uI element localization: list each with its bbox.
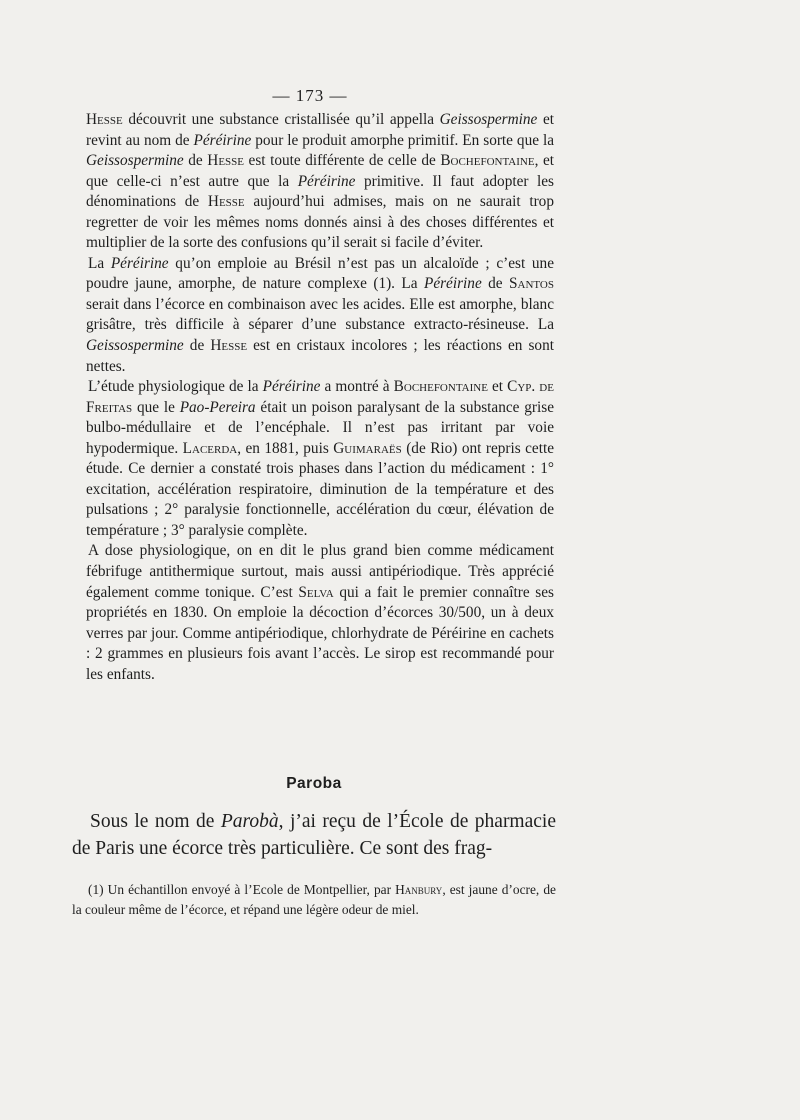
italic-term: Péréirine xyxy=(297,172,356,190)
author-name: Bochefontaine xyxy=(393,378,488,396)
text-run: est toute différente de celle de xyxy=(244,152,441,170)
text-run: et revint au nom de xyxy=(86,111,554,149)
section-intro xyxy=(72,808,556,862)
text-run: L’étude physiologique de la xyxy=(88,378,263,396)
italic-term: Péréirine xyxy=(423,275,482,293)
italic-term: Péréirine xyxy=(193,131,252,149)
author-name: Selva xyxy=(298,583,334,601)
text-run: a montré à xyxy=(320,378,394,396)
text-run: serait dans l’écorce en combinaison avec les acides. Elle est amorphe, blanc grisâtre, très difficile à séparer d’une substance extracto-résineuse. La xyxy=(86,295,554,334)
text-run: , et que celle-ci n’est autre que la xyxy=(86,152,554,190)
text-run: était un poison paralysant de la substance grise bulbo-médullaire et de l’encéphale. Il n’est pas irritant par voie hypodermique. xyxy=(86,398,554,457)
text-run: La xyxy=(88,254,111,272)
text-run: que le xyxy=(132,398,180,416)
text-run: de xyxy=(183,337,211,355)
page-number: — 173 — xyxy=(272,86,348,105)
text-run: est en cristaux incolores ; les réactions en sont nettes. xyxy=(86,337,554,375)
text-run: découvrit une substance cristallisée qu’il appella xyxy=(122,111,440,128)
text-run: pour le produit amorphe primitif. En sorte que la xyxy=(251,131,554,149)
paragraph-hesse xyxy=(86,110,554,254)
body-text xyxy=(86,110,554,685)
italic-term: Péréirine xyxy=(262,378,321,396)
italic-term: Geissospermine xyxy=(439,111,538,128)
author-name: Hesse xyxy=(210,337,248,355)
author-name: Hesse xyxy=(207,193,245,211)
text-run: de xyxy=(481,275,510,293)
section-intro-start: Sous le nom de xyxy=(90,811,221,832)
author-name: Guimaraës xyxy=(333,439,402,457)
footnote xyxy=(72,880,556,920)
paragraph-pereirine-bresil xyxy=(86,254,554,377)
text-run: A dose physiologique, on en dit le plus grand bien comme médicament fébrifuge antithermique surtout, mais aussi antipériodique. Très apprécié également comme tonique. C’est xyxy=(86,542,554,601)
author-name: Cyp. de Freitas xyxy=(86,378,554,416)
text-run: , est jaune d’ocre, de la couleur même de l’écorce, et répand une légère odeur de miel. xyxy=(72,882,556,917)
author-name: Hanbury xyxy=(395,882,443,897)
italic-term: Geissospermine xyxy=(86,152,184,170)
text-run: (de Rio) ont repris cette étude. Ce dernier a constaté trois phases dans l’action du médicament : 1° excitation, accélération respiratoire, diminution de la température et des pulsations ; 2° paralysie fonctionnelle, accélération du cœur, élévation de température ; 3° paralysie complète. xyxy=(86,439,555,539)
paragraph-dose-physiologique xyxy=(86,541,554,685)
text-run: primitive. Il faut adopter les dénominations de xyxy=(86,172,554,211)
author-name: Bochefontaine xyxy=(440,152,535,170)
text-run: et xyxy=(487,378,508,396)
text-run: , en 1881, puis xyxy=(237,439,334,457)
author-name: Santos xyxy=(509,275,554,293)
section-title: Paroba xyxy=(286,775,342,792)
paragraph-etude-physiologique xyxy=(86,377,554,541)
section-intro-rest: , j’ai reçu de l’École de pharmacie de Paris une écorce très particulière. Ce sont des frag- xyxy=(72,811,556,859)
author-name: Lacerda xyxy=(182,439,238,457)
italic-term: Geissospermine xyxy=(86,337,184,355)
author-name: Hesse xyxy=(207,152,244,170)
italic-term: Pao-Pereira xyxy=(179,398,256,416)
text-run: aujourd’hui admises, mais on ne saurait trop regretter de voir les mêmes noms donnés ainsi à des choses différentes et multiplier de la sorte des confusions qu’il serait si facile d’éviter. xyxy=(86,193,554,252)
text-run: (1) Un échantillon envoyé à l’Ecole de Montpellier, par xyxy=(88,882,396,897)
italic-term: Péréirine xyxy=(110,254,169,272)
author-name: Hesse xyxy=(86,111,123,128)
section-intro-term: Parobà xyxy=(220,811,279,832)
text-run: qu’on emploie au Brésil n’est pas un alcaloïde ; c’est une poudre jaune, amorphe, de nature complexe (1). La xyxy=(86,254,554,293)
text-run: qui a fait le premier connaître ses propriétés en 1830. On emploie la décoction d’écorces 30/500, un à deux verres par jour. Comme antipériodique, chlorhydrate de Péréirine en cachets : 2 grammes en plusieurs fois avant l’accès. Le sirop est recommandé pour les enfants. xyxy=(86,583,554,683)
text-run: de xyxy=(183,152,208,170)
